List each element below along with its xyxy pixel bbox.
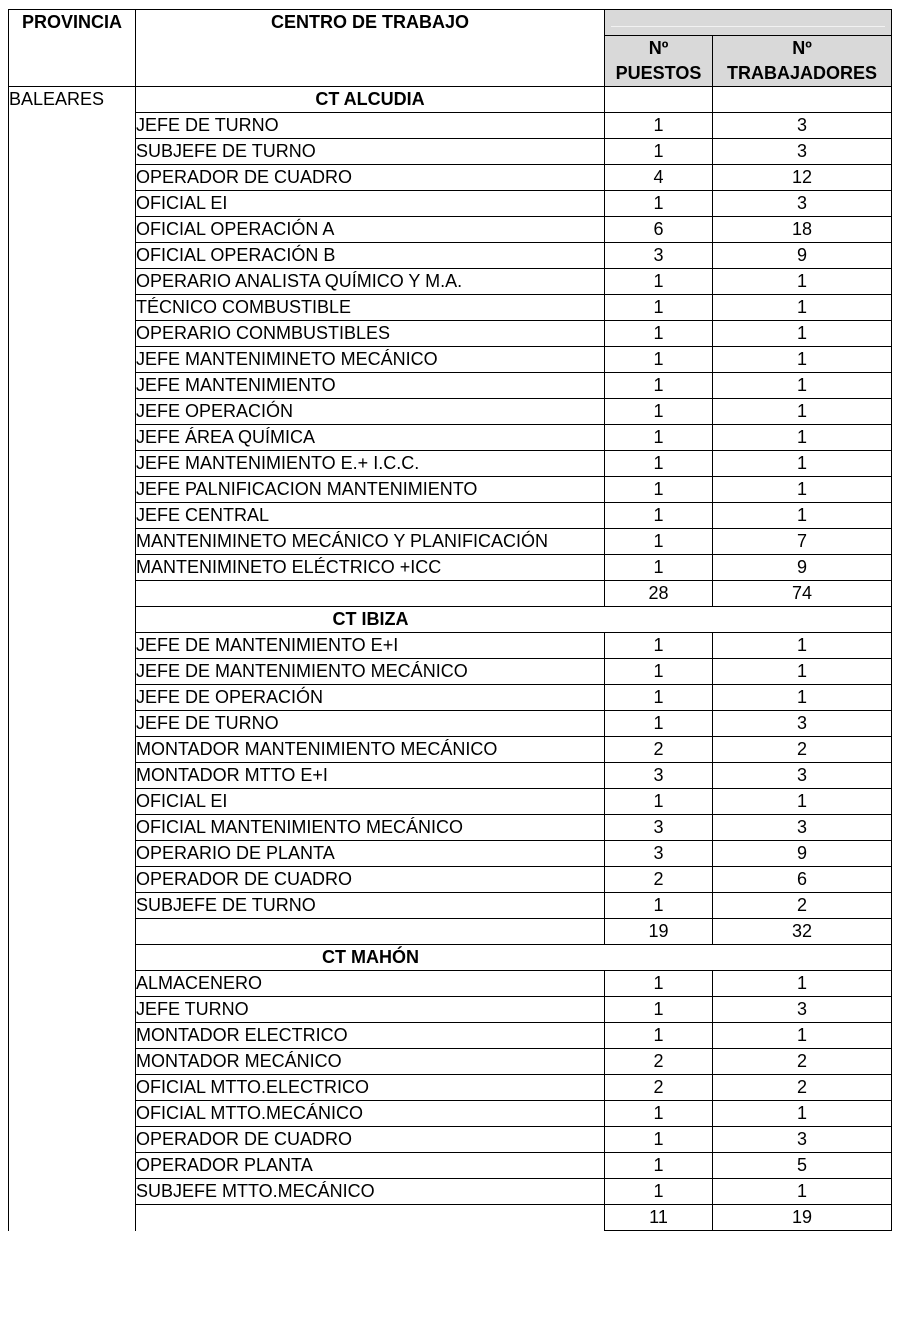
table-row bbox=[9, 711, 892, 737]
empty-cell bbox=[136, 1205, 605, 1231]
n-puestos-cell: 1 bbox=[605, 529, 713, 555]
puesto-cell: OFICIAL EI bbox=[136, 789, 605, 815]
n-trabajadores-cell: 1 bbox=[713, 1179, 892, 1205]
table-row bbox=[9, 347, 892, 373]
puesto-cell: OFICIAL MANTENIMIENTO MECÁNICO bbox=[136, 815, 605, 841]
puesto-cell: ALMACENERO bbox=[136, 971, 605, 997]
header-n-puestos bbox=[605, 36, 713, 87]
n-trabajadores-cell: 9 bbox=[713, 841, 892, 867]
table-row bbox=[9, 373, 892, 399]
n-puestos-cell: 1 bbox=[605, 633, 713, 659]
n-puestos-cell: 1 bbox=[605, 295, 713, 321]
n-puestos-cell: 1 bbox=[605, 659, 713, 685]
table-row bbox=[9, 529, 892, 555]
n-trabajadores-cell: 2 bbox=[713, 737, 892, 763]
header-n-trabajadores-line1: Nº bbox=[792, 38, 812, 58]
table-body bbox=[9, 87, 892, 1231]
n-puestos-cell: 1 bbox=[605, 347, 713, 373]
header-n-puestos-line2: PUESTOS bbox=[615, 63, 702, 83]
puesto-cell: MANTENIMINETO ELÉCTRICO +ICC bbox=[136, 555, 605, 581]
table-row bbox=[9, 867, 892, 893]
n-puestos-cell: 1 bbox=[605, 503, 713, 529]
table-row bbox=[9, 243, 892, 269]
n-trabajadores-cell: 1 bbox=[713, 321, 892, 347]
n-puestos-cell: 1 bbox=[605, 451, 713, 477]
puesto-cell: OPERARIO ANALISTA QUÍMICO Y M.A. bbox=[136, 269, 605, 295]
header-n-puestos-line1: Nº bbox=[648, 38, 669, 58]
staffing-table bbox=[8, 9, 892, 1231]
puesto-cell: SUBJEFE DE TURNO bbox=[136, 893, 605, 919]
section-total-row bbox=[9, 919, 892, 945]
n-trabajadores-cell: 3 bbox=[713, 815, 892, 841]
total-trabajadores-cell: 74 bbox=[713, 581, 892, 607]
n-puestos-cell: 1 bbox=[605, 1127, 713, 1153]
n-trabajadores-cell: 1 bbox=[713, 971, 892, 997]
provincia-cell: BALEARES bbox=[9, 87, 136, 1231]
total-trabajadores-cell: 19 bbox=[713, 1205, 892, 1231]
n-trabajadores-cell: 3 bbox=[713, 139, 892, 165]
table-row bbox=[9, 269, 892, 295]
n-trabajadores-cell: 3 bbox=[713, 997, 892, 1023]
n-trabajadores-cell: 2 bbox=[713, 1075, 892, 1101]
puesto-cell: OPERADOR DE CUADRO bbox=[136, 165, 605, 191]
table-row bbox=[9, 113, 892, 139]
table-row bbox=[9, 1023, 892, 1049]
puesto-cell: SUBJEFE MTTO.MECÁNICO bbox=[136, 1179, 605, 1205]
n-puestos-cell: 1 bbox=[605, 191, 713, 217]
n-puestos-cell: 2 bbox=[605, 1075, 713, 1101]
table-row bbox=[9, 503, 892, 529]
puesto-cell: JEFE CENTRAL bbox=[136, 503, 605, 529]
puesto-cell: OPERADOR PLANTA bbox=[136, 1153, 605, 1179]
puesto-cell: JEFE DE TURNO bbox=[136, 113, 605, 139]
empty-cell bbox=[713, 87, 892, 113]
puesto-cell: MONTADOR MANTENIMIENTO MECÁNICO bbox=[136, 737, 605, 763]
n-trabajadores-cell: 18 bbox=[713, 217, 892, 243]
n-trabajadores-cell: 1 bbox=[713, 425, 892, 451]
puesto-cell: TÉCNICO COMBUSTIBLE bbox=[136, 295, 605, 321]
n-trabajadores-cell: 1 bbox=[713, 659, 892, 685]
section-title-text: CT IBIZA bbox=[332, 609, 409, 629]
n-trabajadores-cell: 3 bbox=[713, 763, 892, 789]
table-row bbox=[9, 659, 892, 685]
puesto-cell: SUBJEFE DE TURNO bbox=[136, 139, 605, 165]
n-trabajadores-cell: 1 bbox=[713, 347, 892, 373]
section-header-row bbox=[9, 87, 892, 113]
n-puestos-cell: 1 bbox=[605, 711, 713, 737]
n-trabajadores-cell: 2 bbox=[713, 1049, 892, 1075]
table-row bbox=[9, 1179, 892, 1205]
table-row bbox=[9, 1075, 892, 1101]
n-puestos-cell: 1 bbox=[605, 139, 713, 165]
n-trabajadores-cell: 1 bbox=[713, 373, 892, 399]
n-trabajadores-cell: 5 bbox=[713, 1153, 892, 1179]
table-row bbox=[9, 139, 892, 165]
puesto-cell: OFICIAL EI bbox=[136, 191, 605, 217]
table-row bbox=[9, 633, 892, 659]
table-row bbox=[9, 1127, 892, 1153]
n-puestos-cell: 1 bbox=[605, 399, 713, 425]
table-row bbox=[9, 971, 892, 997]
section-header-row bbox=[9, 945, 892, 971]
puesto-cell: JEFE OPERACIÓN bbox=[136, 399, 605, 425]
n-trabajadores-cell: 1 bbox=[713, 1101, 892, 1127]
puesto-cell: JEFE MANTENIMIENTO bbox=[136, 373, 605, 399]
n-puestos-cell: 1 bbox=[605, 893, 713, 919]
puesto-cell: MANTENIMINETO MECÁNICO Y PLANIFICACIÓN bbox=[136, 529, 605, 555]
n-trabajadores-cell: 9 bbox=[713, 243, 892, 269]
puesto-cell: JEFE MANTENIMINETO MECÁNICO bbox=[136, 347, 605, 373]
table-row bbox=[9, 399, 892, 425]
table-row bbox=[9, 1049, 892, 1075]
table-row bbox=[9, 997, 892, 1023]
n-trabajadores-cell: 2 bbox=[713, 893, 892, 919]
puesto-cell: MONTADOR MTTO E+I bbox=[136, 763, 605, 789]
table-row bbox=[9, 321, 892, 347]
table-row bbox=[9, 737, 892, 763]
n-puestos-cell: 1 bbox=[605, 1101, 713, 1127]
n-puestos-cell: 1 bbox=[605, 113, 713, 139]
puesto-cell: OFICIAL MTTO.ELECTRICO bbox=[136, 1075, 605, 1101]
n-puestos-cell: 1 bbox=[605, 269, 713, 295]
n-puestos-cell: 4 bbox=[605, 165, 713, 191]
puesto-cell: JEFE TURNO bbox=[136, 997, 605, 1023]
n-trabajadores-cell: 1 bbox=[713, 789, 892, 815]
n-trabajadores-cell: 1 bbox=[713, 1023, 892, 1049]
n-puestos-cell: 3 bbox=[605, 243, 713, 269]
n-trabajadores-cell: 1 bbox=[713, 269, 892, 295]
puesto-cell: OFICIAL OPERACIÓN A bbox=[136, 217, 605, 243]
n-trabajadores-cell: 1 bbox=[713, 295, 892, 321]
n-puestos-cell: 1 bbox=[605, 321, 713, 347]
n-puestos-cell: 1 bbox=[605, 1179, 713, 1205]
puesto-cell: OFICIAL OPERACIÓN B bbox=[136, 243, 605, 269]
header-centro-de-trabajo: CENTRO DE TRABAJO bbox=[136, 10, 605, 87]
n-puestos-cell: 6 bbox=[605, 217, 713, 243]
section-total-row bbox=[9, 1205, 892, 1231]
header-n-trabajadores bbox=[713, 36, 892, 87]
n-trabajadores-cell: 9 bbox=[713, 555, 892, 581]
table-row bbox=[9, 685, 892, 711]
section-title-text: CT MAHÓN bbox=[322, 947, 419, 967]
n-puestos-cell: 3 bbox=[605, 763, 713, 789]
table-row bbox=[9, 789, 892, 815]
puesto-cell: JEFE DE OPERACIÓN bbox=[136, 685, 605, 711]
n-puestos-cell: 2 bbox=[605, 737, 713, 763]
n-trabajadores-cell: 6 bbox=[713, 867, 892, 893]
puesto-cell: JEFE MANTENIMIENTO E.+ I.C.C. bbox=[136, 451, 605, 477]
table-row bbox=[9, 477, 892, 503]
table-row bbox=[9, 893, 892, 919]
section-title bbox=[136, 945, 892, 971]
n-puestos-cell: 1 bbox=[605, 789, 713, 815]
table-row bbox=[9, 217, 892, 243]
puesto-cell: JEFE DE TURNO bbox=[136, 711, 605, 737]
n-puestos-cell: 1 bbox=[605, 373, 713, 399]
total-trabajadores-cell: 32 bbox=[713, 919, 892, 945]
n-trabajadores-cell: 1 bbox=[713, 477, 892, 503]
table-row bbox=[9, 425, 892, 451]
n-trabajadores-cell: 1 bbox=[713, 399, 892, 425]
total-puestos-cell: 19 bbox=[605, 919, 713, 945]
table-row bbox=[9, 191, 892, 217]
table-row bbox=[9, 841, 892, 867]
n-puestos-cell: 1 bbox=[605, 1023, 713, 1049]
header-provincia: PROVINCIA bbox=[9, 10, 136, 87]
section-title: CT ALCUDIA bbox=[136, 87, 605, 113]
total-puestos-cell: 28 bbox=[605, 581, 713, 607]
puesto-cell: JEFE ÁREA QUÍMICA bbox=[136, 425, 605, 451]
n-puestos-cell: 1 bbox=[605, 555, 713, 581]
puesto-cell: MONTADOR MECÁNICO bbox=[136, 1049, 605, 1075]
table-row bbox=[9, 1153, 892, 1179]
table-row bbox=[9, 815, 892, 841]
table-row bbox=[9, 1101, 892, 1127]
n-puestos-cell: 3 bbox=[605, 841, 713, 867]
puesto-cell: JEFE PALNIFICACION MANTENIMIENTO bbox=[136, 477, 605, 503]
empty-cell bbox=[605, 87, 713, 113]
n-trabajadores-cell: 7 bbox=[713, 529, 892, 555]
n-trabajadores-cell: 3 bbox=[713, 711, 892, 737]
total-puestos-cell: 11 bbox=[605, 1205, 713, 1231]
puesto-cell: OPERARIO CONMBUSTIBLES bbox=[136, 321, 605, 347]
n-trabajadores-cell: 3 bbox=[713, 1127, 892, 1153]
n-puestos-cell: 1 bbox=[605, 971, 713, 997]
n-trabajadores-cell: 3 bbox=[713, 191, 892, 217]
n-trabajadores-cell: 1 bbox=[713, 451, 892, 477]
table-row bbox=[9, 165, 892, 191]
puesto-cell: JEFE DE MANTENIMIENTO MECÁNICO bbox=[136, 659, 605, 685]
n-puestos-cell: 1 bbox=[605, 1153, 713, 1179]
n-puestos-cell: 3 bbox=[605, 815, 713, 841]
table-row bbox=[9, 555, 892, 581]
n-trabajadores-cell: 1 bbox=[713, 685, 892, 711]
empty-cell bbox=[136, 581, 605, 607]
n-trabajadores-cell: 1 bbox=[713, 633, 892, 659]
n-trabajadores-cell: 1 bbox=[713, 503, 892, 529]
section-header-row bbox=[9, 607, 892, 633]
table-row bbox=[9, 763, 892, 789]
n-puestos-cell: 1 bbox=[605, 477, 713, 503]
n-puestos-cell: 1 bbox=[605, 685, 713, 711]
table-row bbox=[9, 295, 892, 321]
header-n-trabajadores-line2: TRABAJADORES bbox=[726, 63, 877, 83]
n-trabajadores-cell: 12 bbox=[713, 165, 892, 191]
n-puestos-cell: 1 bbox=[605, 997, 713, 1023]
puesto-cell: OPERADOR DE CUADRO bbox=[136, 867, 605, 893]
n-puestos-cell: 1 bbox=[605, 425, 713, 451]
n-puestos-cell: 2 bbox=[605, 867, 713, 893]
puesto-cell: JEFE DE MANTENIMIENTO E+I bbox=[136, 633, 605, 659]
empty-cell bbox=[136, 919, 605, 945]
puesto-cell: OFICIAL MTTO.MECÁNICO bbox=[136, 1101, 605, 1127]
header-group-band bbox=[605, 10, 892, 36]
n-puestos-cell: 2 bbox=[605, 1049, 713, 1075]
table-row bbox=[9, 451, 892, 477]
section-total-row bbox=[9, 581, 892, 607]
puesto-cell: MONTADOR ELECTRICO bbox=[136, 1023, 605, 1049]
puesto-cell: OPERADOR DE CUADRO bbox=[136, 1127, 605, 1153]
section-title bbox=[136, 607, 892, 633]
puesto-cell: OPERARIO DE PLANTA bbox=[136, 841, 605, 867]
n-trabajadores-cell: 3 bbox=[713, 113, 892, 139]
